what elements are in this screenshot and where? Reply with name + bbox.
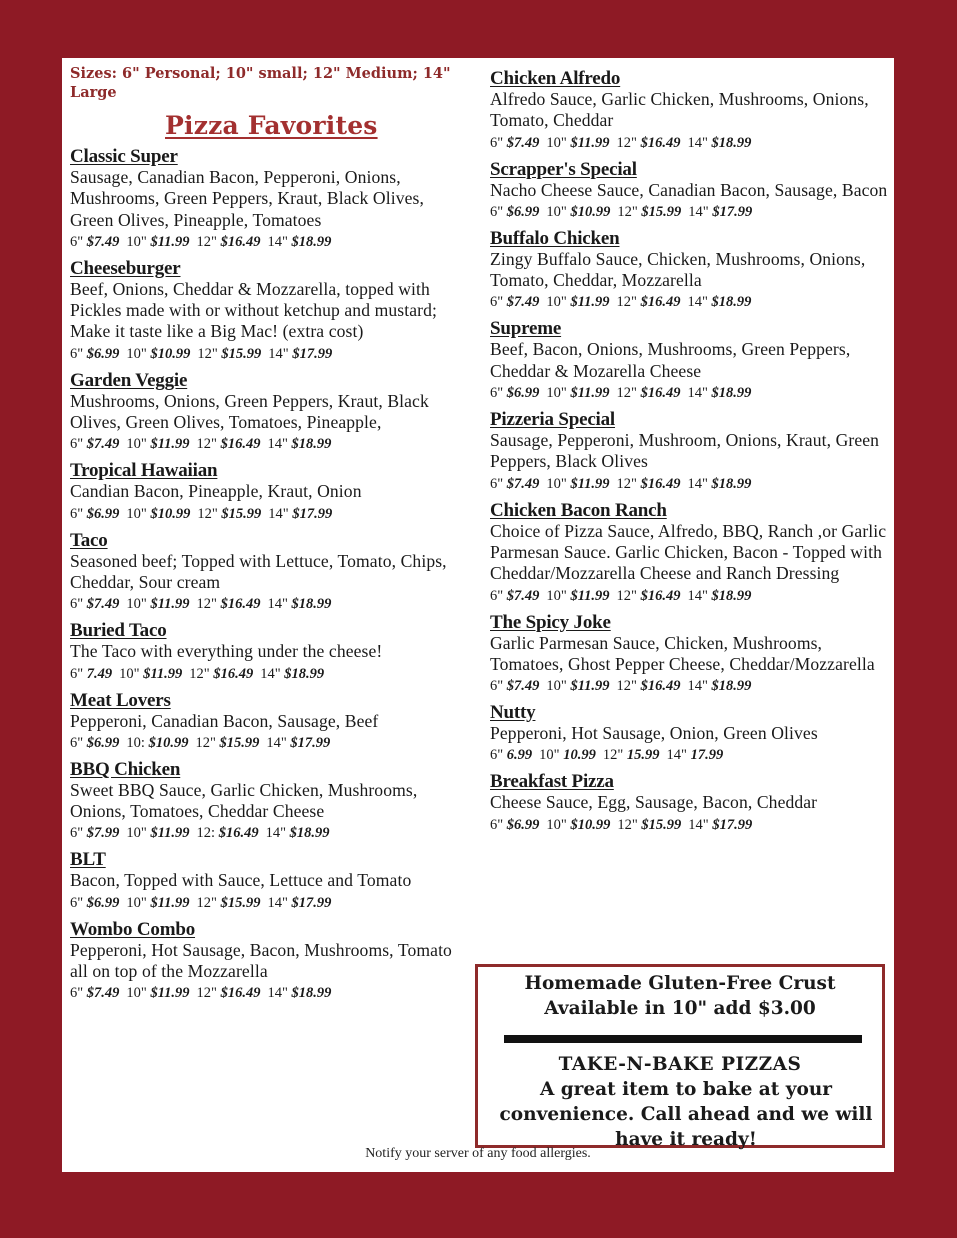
price-size: 12" xyxy=(617,816,638,833)
price-value: $18.99 xyxy=(711,134,752,151)
price-value: $15.99 xyxy=(220,894,261,911)
price-value: $6.99 xyxy=(506,816,540,833)
menu-item-name: Buffalo Chicken xyxy=(490,227,620,249)
price-value: $10.99 xyxy=(150,345,191,362)
price-size: 10" xyxy=(119,665,140,682)
menu-item-prices xyxy=(70,344,465,365)
price-size: 14" xyxy=(267,894,288,911)
price-value: $11.99 xyxy=(570,134,610,151)
menu-item-description: Beef, Bacon, Onions, Mushrooms, Green Peppers, Cheddar & Mozarella Cheese xyxy=(490,339,851,381)
menu-item-description: Garlic Parmesan Sauce, Chicken, Mushrooms, Tomatoes, Ghost Pepper Cheese, Cheddar/Mozzarella xyxy=(490,632,875,674)
price-size: 6" xyxy=(490,203,504,220)
menu-item-prices xyxy=(490,292,888,313)
price-value: $11.99 xyxy=(150,596,190,613)
menu-item-description: Pepperoni, Canadian Bacon, Sausage, Beef xyxy=(70,710,379,731)
menu-item-prices xyxy=(490,586,888,607)
menu-item xyxy=(490,409,888,495)
menu-item-prices xyxy=(490,133,888,154)
price-value: $7.49 xyxy=(506,294,540,311)
sizes-note: Sizes: 6" Personal; 10" small; 12" Medium; 14" Large xyxy=(70,65,451,101)
price-value: $7.49 xyxy=(506,678,540,695)
price-size: 12" xyxy=(197,505,218,522)
price-size: 14" xyxy=(267,436,288,453)
menu-item xyxy=(490,159,888,223)
price-value: $16.49 xyxy=(640,134,681,151)
price-value: $11.99 xyxy=(570,475,610,492)
menu-item-name: BBQ Chicken xyxy=(70,758,181,780)
price-size: 10" xyxy=(126,985,147,1002)
price-size: 12" xyxy=(196,233,217,250)
price-size: 10" xyxy=(126,894,147,911)
menu-item-description: Nacho Cheese Sauce, Canadian Bacon, Sausage, Bacon xyxy=(490,179,888,200)
price-size: 6" xyxy=(490,587,504,604)
price-value: $7.49 xyxy=(86,596,120,613)
menu-item-prices xyxy=(70,664,465,685)
price-value: $16.49 xyxy=(640,678,681,695)
price-value: $18.99 xyxy=(291,985,332,1002)
menu-item xyxy=(70,146,465,253)
price-size: 6" xyxy=(490,134,504,151)
price-value: $15.99 xyxy=(219,734,260,751)
menu-item-prices xyxy=(70,594,465,615)
price-size: 12" xyxy=(189,665,210,682)
price-size: 12" xyxy=(616,678,637,695)
menu-item xyxy=(490,318,888,404)
take-n-bake-title: TAKE-N-BAKE PIZZAS xyxy=(558,1054,802,1075)
price-size: 12" xyxy=(616,475,637,492)
menu-item-name: Taco xyxy=(70,529,108,551)
price-size: 10" xyxy=(126,596,147,613)
price-value: $16.49 xyxy=(220,985,261,1002)
price-size: 12" xyxy=(617,203,638,220)
menu-item-description: Mushrooms, Onions, Green Peppers, Kraut, Black Olives, Green Olives, Tomatoes, Pineapple, xyxy=(70,390,429,433)
price-value: $16.49 xyxy=(640,587,681,604)
menu-item xyxy=(490,500,888,607)
menu-item-description: Zingy Buffalo Sauce, Chicken, Mushrooms, Onions, Tomato, Cheddar, Mozzarella xyxy=(490,248,866,291)
price-size: 6" xyxy=(490,475,504,492)
price-size: 10" xyxy=(546,203,567,220)
price-size: 6" xyxy=(490,747,504,764)
price-value: $17.99 xyxy=(291,894,332,911)
menu-sheet xyxy=(62,58,894,1172)
price-size: 6" xyxy=(70,665,84,682)
menu-item-prices xyxy=(490,202,888,223)
price-value: $16.49 xyxy=(640,475,681,492)
price-size: 6" xyxy=(70,734,84,751)
price-size: 6" xyxy=(70,894,84,911)
price-value: $18.99 xyxy=(711,385,752,402)
menu-item-description: Candian Bacon, Pineapple, Kraut, Onion xyxy=(70,481,362,502)
price-value: $7.49 xyxy=(506,134,540,151)
price-value: $16.49 xyxy=(220,596,261,613)
menu-item-name: Wombo Combo xyxy=(70,918,196,940)
menu-item-name: BLT xyxy=(70,849,106,871)
price-value: 10.99 xyxy=(563,747,596,764)
price-size: 14" xyxy=(267,985,288,1002)
price-size: 14" xyxy=(687,587,708,604)
menu-item xyxy=(70,370,465,456)
price-value: $18.99 xyxy=(289,825,330,842)
price-value: $16.49 xyxy=(640,385,681,402)
price-size: 6" xyxy=(490,385,504,402)
menu-item-description: The Taco with everything under the cheese! xyxy=(70,641,383,662)
price-value: $7.49 xyxy=(86,436,120,453)
price-value: $11.99 xyxy=(150,233,190,250)
menu-item-name: Chicken Alfredo xyxy=(490,68,621,89)
price-value: $11.99 xyxy=(150,825,190,842)
price-value: $16.49 xyxy=(220,233,261,250)
price-size: 12" xyxy=(616,294,637,311)
price-size: 10" xyxy=(126,825,147,842)
price-value: $10.99 xyxy=(570,203,611,220)
take-n-bake-body: A great item to bake at your convenience. Call ahead and we will have it ready! xyxy=(499,1079,873,1150)
menu-item-prices xyxy=(70,983,465,1004)
menu-item-name: The Spicy Joke xyxy=(490,611,611,633)
price-size: 6" xyxy=(490,294,504,311)
price-value: $6.99 xyxy=(506,203,540,220)
menu-item-description: Alfredo Sauce, Garlic Chicken, Mushrooms, Onions, Tomato, Cheddar xyxy=(490,89,869,131)
divider xyxy=(504,1035,862,1043)
price-value: $11.99 xyxy=(570,587,610,604)
price-value: $18.99 xyxy=(711,587,752,604)
menu-item-prices xyxy=(70,893,465,914)
price-value: $16.49 xyxy=(213,665,254,682)
menu-item-prices xyxy=(70,434,465,455)
menu-item-prices xyxy=(70,823,465,844)
menu-item xyxy=(70,849,465,913)
price-value: $17.99 xyxy=(292,505,333,522)
price-value: 17.99 xyxy=(690,747,724,764)
price-size: 6" xyxy=(70,985,84,1002)
price-size: 10" xyxy=(546,294,567,311)
menu-item xyxy=(490,228,888,314)
price-value: 7.49 xyxy=(86,665,113,682)
price-size: 6" xyxy=(70,345,84,362)
price-value: $11.99 xyxy=(143,665,183,682)
price-size: 6" xyxy=(70,436,84,453)
price-value: $15.99 xyxy=(641,203,682,220)
price-size: 14" xyxy=(268,505,289,522)
menu-item-description: Cheese Sauce, Egg, Sausage, Bacon, Cheddar xyxy=(490,792,818,813)
price-size: 14" xyxy=(267,233,288,250)
price-value: $11.99 xyxy=(150,894,190,911)
menu-item xyxy=(490,612,888,698)
price-size: 10" xyxy=(546,475,567,492)
menu-item-prices xyxy=(490,383,888,404)
price-value: $18.99 xyxy=(284,665,325,682)
price-size: 6" xyxy=(70,233,84,250)
left-item-list xyxy=(70,146,465,1004)
price-size: 10" xyxy=(546,385,567,402)
menu-item-description: Sausage, Canadian Bacon, Pepperoni, Onions, Mushrooms, Green Peppers, Kraut, Black Olives, Green Olives, Pineapple, Tomatoes xyxy=(70,167,424,230)
price-size: 12" xyxy=(616,587,637,604)
menu-item-description: Bacon, Topped with Sauce, Lettuce and Tomato xyxy=(70,870,412,891)
menu-item-description: Choice of Pizza Sauce, Alfredo, BBQ, Ranch ,or Garlic Parmesan Sauce. Garlic Chicken, Bacon - Topped with Cheddar/Mozzarella Cheese and Ranch Dressing xyxy=(490,520,887,584)
price-size: 10" xyxy=(539,747,560,764)
menu-item-prices xyxy=(70,733,465,754)
menu-item-name: Meat Lovers xyxy=(70,689,171,711)
price-size: 14" xyxy=(688,816,709,833)
price-size: 12" xyxy=(197,345,218,362)
price-size: 10" xyxy=(126,436,147,453)
left-column xyxy=(70,64,465,1009)
price-size: 14" xyxy=(666,747,687,764)
price-value: $11.99 xyxy=(570,294,610,311)
price-value: $6.99 xyxy=(86,894,120,911)
right-item-list xyxy=(490,68,888,836)
price-size: 12" xyxy=(196,596,217,613)
right-column xyxy=(490,68,888,841)
price-value: $18.99 xyxy=(291,233,332,250)
price-size: 14" xyxy=(268,345,289,362)
menu-item-description: Sausage, Pepperoni, Mushroom, Onions, Kraut, Green Peppers, Black Olives xyxy=(490,430,880,472)
price-size: 10" xyxy=(126,233,147,250)
price-size: 14" xyxy=(687,678,708,695)
price-value: $15.99 xyxy=(641,816,682,833)
price-size: 10" xyxy=(126,345,147,362)
price-value: $15.99 xyxy=(221,505,262,522)
price-size: 12" xyxy=(196,436,217,453)
price-value: $6.99 xyxy=(506,385,540,402)
price-size: 14" xyxy=(687,475,708,492)
price-size: 10: xyxy=(126,734,145,751)
price-value: $11.99 xyxy=(150,985,190,1002)
price-size: 12" xyxy=(602,747,624,764)
price-value: $18.99 xyxy=(291,596,332,613)
price-size: 6" xyxy=(490,816,504,833)
price-value: $6.99 xyxy=(86,345,120,362)
menu-item-name: Chicken Bacon Ranch xyxy=(490,499,667,521)
price-value: $10.99 xyxy=(148,734,189,751)
menu-item-name: Breakfast Pizza xyxy=(490,771,614,793)
menu-item-name: Garden Veggie xyxy=(70,369,188,391)
price-size: 12" xyxy=(616,134,637,151)
price-size: 10" xyxy=(546,134,567,151)
menu-item-name: Scrapper's Special xyxy=(490,158,637,180)
menu-item-prices xyxy=(490,745,888,766)
menu-item-prices xyxy=(490,815,888,836)
price-value: $6.99 xyxy=(86,505,120,522)
menu-item xyxy=(70,258,465,365)
gluten-free-line-2: Available in 10" add $3.00 xyxy=(544,998,816,1019)
menu-item-name: Supreme xyxy=(490,318,562,340)
price-value: 15.99 xyxy=(626,747,660,764)
price-value: $17.99 xyxy=(292,345,333,362)
price-value: $7.99 xyxy=(86,825,120,842)
gluten-free-box xyxy=(475,964,885,1148)
price-size: 6" xyxy=(70,825,84,842)
price-size: 14" xyxy=(687,294,708,311)
menu-item xyxy=(70,530,465,616)
menu-item-description: Sweet BBQ Sauce, Garlic Chicken, Mushrooms, Onions, Tomatoes, Cheddar Cheese xyxy=(70,779,418,822)
price-size: 14" xyxy=(266,734,287,751)
price-value: $18.99 xyxy=(711,475,752,492)
menu-item-name: Cheeseburger xyxy=(70,257,181,279)
price-size: 12" xyxy=(195,734,216,751)
price-value: $17.99 xyxy=(290,734,331,751)
menu-item-name: Tropical Hawaiian xyxy=(70,460,218,482)
price-value: $17.99 xyxy=(712,816,753,833)
menu-item xyxy=(490,771,888,835)
price-size: 10" xyxy=(546,678,567,695)
price-size: 14" xyxy=(687,134,708,151)
menu-item-description: Seasoned beef; Topped with Lettuce, Tomato, Chips, Cheddar, Sour cream xyxy=(70,550,447,592)
menu-item-prices xyxy=(70,232,465,253)
price-value: $7.49 xyxy=(86,233,120,250)
price-value: $11.99 xyxy=(570,385,610,402)
menu-item-prices xyxy=(70,504,465,525)
price-value: $7.49 xyxy=(506,475,540,492)
price-size: 10" xyxy=(546,816,567,833)
price-value: $16.49 xyxy=(220,436,261,453)
price-value: $18.99 xyxy=(711,678,752,695)
menu-item-description: Pepperoni, Hot Sausage, Onion, Green Olives xyxy=(490,723,818,744)
menu-item xyxy=(70,919,465,1005)
price-value: $7.49 xyxy=(506,587,540,604)
menu-item-name: Classic Super xyxy=(70,146,178,167)
price-value: $17.99 xyxy=(712,203,753,220)
price-value: $10.99 xyxy=(570,816,611,833)
menu-item-description: Beef, Onions, Cheddar & Mozzarella, topped with Pickles made with or without ketchup and mustard; Make it taste like a Big Mac! (extra cost) xyxy=(70,278,437,342)
menu-item xyxy=(70,460,465,524)
menu-item xyxy=(70,759,465,845)
menu-item-prices xyxy=(490,676,888,697)
menu-item xyxy=(490,702,888,766)
menu-item-name: Pizzeria Special xyxy=(490,409,616,431)
price-size: 12" xyxy=(196,985,217,1002)
price-size: 10" xyxy=(126,505,147,522)
price-size: 12: xyxy=(196,825,216,842)
menu-item xyxy=(70,620,465,684)
price-value: $15.99 xyxy=(221,345,262,362)
price-size: 12" xyxy=(616,385,637,402)
price-size: 6" xyxy=(70,596,84,613)
allergy-note: Notify your server of any food allergies. xyxy=(365,1146,591,1161)
price-value: $7.49 xyxy=(86,985,120,1002)
menu-item xyxy=(490,68,888,154)
menu-item xyxy=(70,690,465,754)
price-value: 6.99 xyxy=(506,747,533,764)
price-size: 6" xyxy=(490,678,504,695)
price-value: $6.99 xyxy=(86,734,120,751)
price-value: $10.99 xyxy=(150,505,191,522)
price-size: 14" xyxy=(687,385,708,402)
price-value: $16.49 xyxy=(640,294,681,311)
gluten-free-line-1: Homemade Gluten-Free Crust xyxy=(524,973,836,994)
menu-item-description: Pepperoni, Hot Sausage, Bacon, Mushrooms, Tomato all on top of the Mozzarella xyxy=(70,939,452,982)
menu-item-prices xyxy=(490,474,888,495)
price-size: 14" xyxy=(265,825,286,842)
price-size: 14" xyxy=(688,203,709,220)
price-value: $11.99 xyxy=(570,678,610,695)
price-size: 12" xyxy=(196,894,217,911)
menu-item-name: Nutty xyxy=(490,702,536,724)
section-title: Pizza Favorites xyxy=(165,111,378,140)
price-value: $18.99 xyxy=(711,294,752,311)
price-value: $18.99 xyxy=(291,436,332,453)
price-value: $11.99 xyxy=(150,436,190,453)
price-size: 14" xyxy=(267,596,288,613)
price-value: $16.49 xyxy=(218,825,259,842)
price-size: 6" xyxy=(70,505,84,522)
price-size: 10" xyxy=(546,587,567,604)
price-size: 14" xyxy=(260,665,281,682)
menu-item-name: Buried Taco xyxy=(70,620,167,642)
